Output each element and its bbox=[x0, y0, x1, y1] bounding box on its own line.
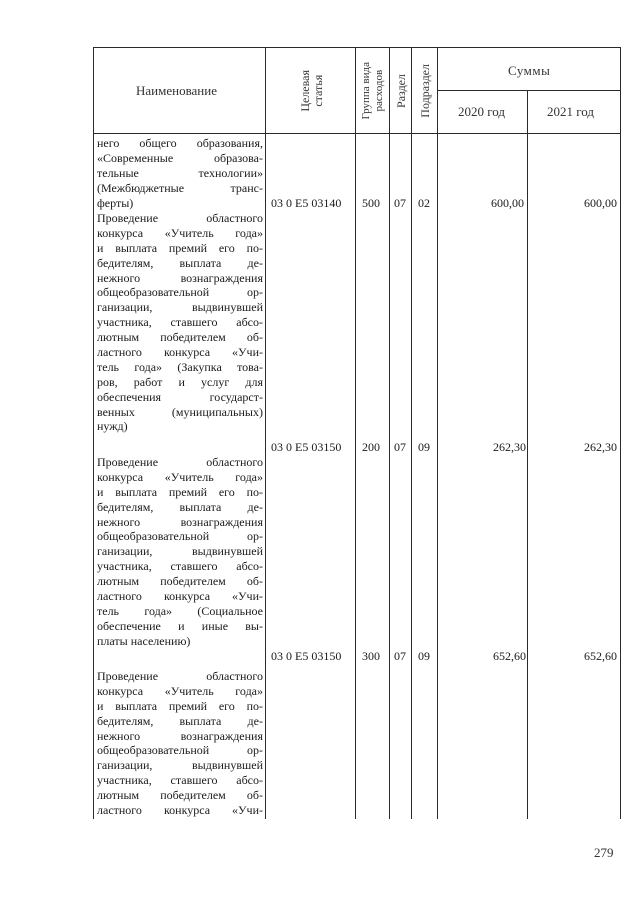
table-row-1-name bbox=[97, 136, 263, 210]
header-expense-group bbox=[356, 49, 389, 133]
row-2-line: ганизации, выдвинувшей bbox=[97, 300, 263, 315]
header-target-article-line2: статья bbox=[311, 75, 325, 107]
row-2-line: бедителям, выплата де- bbox=[97, 255, 263, 270]
header-target-article bbox=[294, 52, 330, 130]
row-3-section: 07 bbox=[394, 649, 406, 663]
row-4-line: и выплата премий его по- bbox=[97, 698, 263, 713]
row-4-line: бедителям, выплата де- bbox=[97, 713, 263, 728]
row-2-line: нежного вознаграждения bbox=[97, 270, 263, 285]
row-1-section: 07 bbox=[394, 196, 406, 210]
sums-divider bbox=[437, 90, 621, 91]
row-2-line: и выплата премий его по- bbox=[97, 240, 263, 255]
column-divider-code bbox=[355, 47, 356, 819]
row-2-line: нужд) bbox=[97, 419, 128, 434]
row-3-line: участника, ставшего абсо- bbox=[97, 559, 263, 574]
header-target-article-line1: Целевая bbox=[298, 70, 312, 112]
row-1-line: него общего образования, bbox=[97, 136, 263, 150]
column-divider-year bbox=[527, 90, 528, 819]
row-4-line: нежного вознаграждения bbox=[97, 728, 263, 743]
header-section-text: Раздел bbox=[393, 74, 408, 108]
row-2-line: обеспечения государст- bbox=[97, 389, 263, 404]
row-1-sum-2021: 600,00 bbox=[584, 196, 617, 210]
header-expense-group-line2: расходов bbox=[372, 70, 385, 112]
row-1-line: тельные технологии» bbox=[97, 165, 263, 180]
header-expense-group-line1: Группа вида bbox=[359, 62, 372, 120]
row-1-subsection: 02 bbox=[418, 196, 430, 210]
row-3-group: 300 bbox=[362, 649, 380, 663]
row-3-line: обеспечение и иные вы- bbox=[97, 618, 263, 633]
row-3-line: и выплата премий его по- bbox=[97, 484, 263, 499]
header-subsection bbox=[413, 50, 437, 132]
table-right-border bbox=[620, 47, 621, 819]
row-2-code: 03 0 Е5 03150 bbox=[271, 440, 342, 454]
table-left-border bbox=[93, 47, 94, 819]
row-2-group: 200 bbox=[362, 440, 380, 454]
row-3-sum-2020: 652,60 bbox=[493, 649, 526, 663]
header-subsection-text: Подраздел bbox=[417, 64, 432, 118]
row-2-line: общеобразовательной ор- bbox=[97, 285, 263, 300]
row-4-line: ганизации, выдвинувшей bbox=[97, 758, 263, 773]
row-2-line: тель года» (Закупка това- bbox=[97, 359, 263, 374]
header-section bbox=[391, 50, 411, 132]
row-3-line: общеобразовательной ор- bbox=[97, 529, 263, 544]
row-3-line: ластного конкурса «Учи- bbox=[97, 589, 263, 604]
row-3-sum-2021: 652,60 bbox=[584, 649, 617, 663]
row-2-line: конкурса «Учитель года» bbox=[97, 225, 263, 240]
table-row-2-name bbox=[97, 211, 263, 434]
row-2-line: ров, работ и услуг для bbox=[97, 374, 263, 389]
row-3-line: бедителям, выплата де- bbox=[97, 499, 263, 514]
row-3-line: конкурса «Учитель года» bbox=[97, 469, 263, 484]
row-3-code: 03 0 Е5 03150 bbox=[271, 649, 342, 663]
row-1-line: ферты) bbox=[97, 195, 134, 210]
row-3-line: Проведение областного bbox=[97, 455, 263, 469]
column-divider-name bbox=[265, 47, 266, 819]
row-2-sum-2020: 262,30 bbox=[493, 440, 526, 454]
row-4-line: общеобразовательной ор- bbox=[97, 743, 263, 758]
table-top-border bbox=[93, 47, 621, 48]
row-1-code: 03 0 Е5 03140 bbox=[271, 196, 342, 210]
page-number: 279 bbox=[594, 845, 614, 860]
table-row-4-name bbox=[97, 669, 263, 818]
header-name: Наименование bbox=[136, 83, 217, 98]
row-2-section: 07 bbox=[394, 440, 406, 454]
header-year-2021: 2021 год bbox=[547, 104, 594, 119]
row-1-sum-2020: 600,00 bbox=[491, 196, 524, 210]
header-year-2020: 2020 год bbox=[458, 104, 505, 119]
row-2-line: лютным победителем об- bbox=[97, 330, 263, 345]
row-3-line: нежного вознаграждения bbox=[97, 514, 263, 529]
row-1-line: «Современные образова- bbox=[97, 150, 263, 165]
row-2-sum-2021: 262,30 bbox=[584, 440, 617, 454]
row-1-line: (Межбюджетные транс- bbox=[97, 180, 263, 195]
row-1-group: 500 bbox=[362, 196, 380, 210]
row-3-line: платы населению) bbox=[97, 633, 191, 648]
row-3-line: ганизации, выдвинувшей bbox=[97, 544, 263, 559]
row-2-line: венных (муниципальных) bbox=[97, 404, 263, 419]
header-sums: Суммы bbox=[508, 63, 551, 78]
row-4-line: конкурса «Учитель года» bbox=[97, 683, 263, 698]
row-4-line: лютным победителем об- bbox=[97, 788, 263, 803]
row-4-line: Проведение областного bbox=[97, 669, 263, 683]
row-3-subsection: 09 bbox=[418, 649, 430, 663]
column-divider-section bbox=[411, 47, 412, 819]
row-3-line: лютным победителем об- bbox=[97, 574, 263, 589]
column-divider-group bbox=[389, 47, 390, 819]
column-divider-subsection bbox=[437, 47, 438, 819]
header-bottom-border bbox=[93, 133, 621, 134]
row-2-line: участника, ставшего абсо- bbox=[97, 315, 263, 330]
table-row-3-name bbox=[97, 455, 263, 649]
row-2-line: Проведение областного bbox=[97, 211, 263, 225]
row-2-line: ластного конкурса «Учи- bbox=[97, 345, 263, 360]
row-2-subsection: 09 bbox=[418, 440, 430, 454]
row-4-line: участника, ставшего абсо- bbox=[97, 773, 263, 788]
row-3-line: тель года» (Социальное bbox=[97, 603, 263, 618]
row-4-line: ластного конкурса «Учи- bbox=[97, 803, 263, 818]
